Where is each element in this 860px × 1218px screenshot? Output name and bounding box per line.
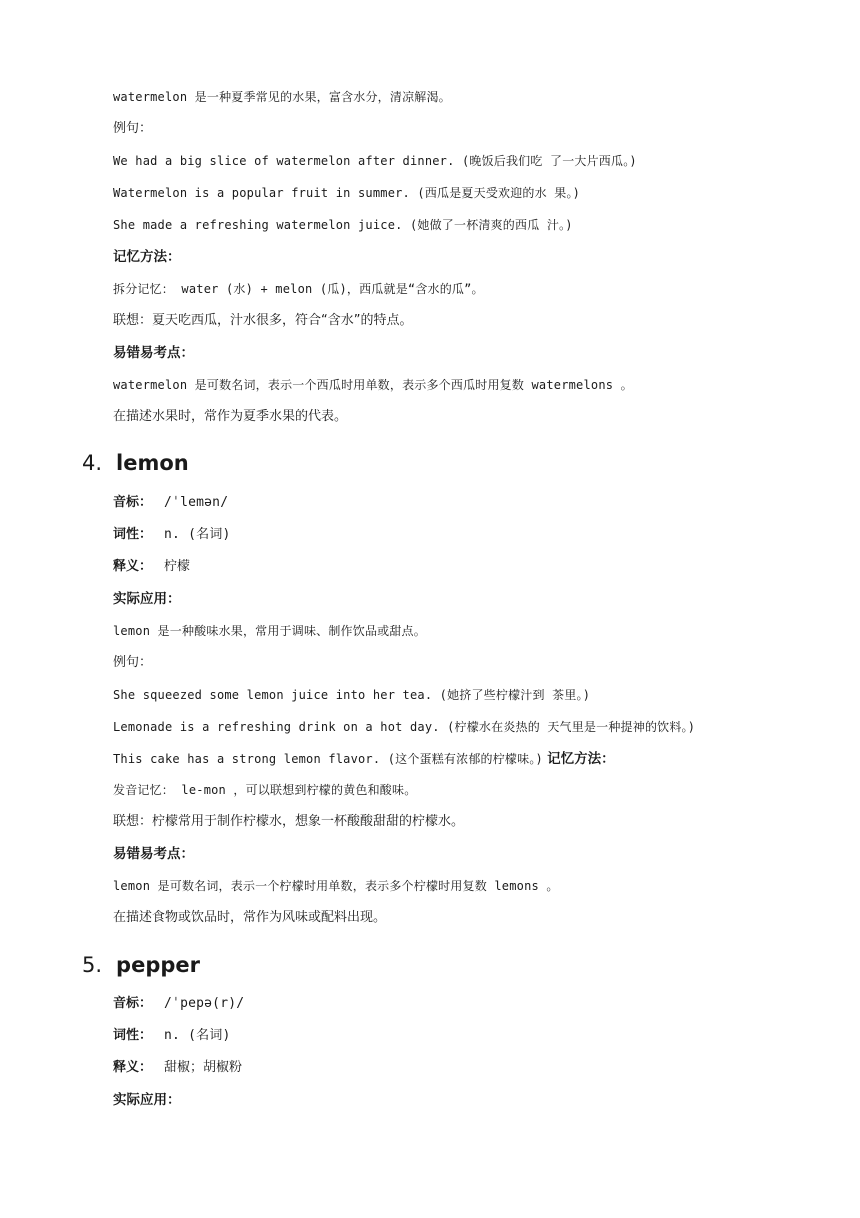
memory-label: 记忆方法：: [113, 249, 181, 265]
pos-value: n. (名词): [164, 527, 231, 542]
meaning-value: 甜椒；胡椒粉: [164, 1060, 243, 1075]
memory-label: 记忆方法：: [547, 751, 615, 767]
example-label: 例句：: [113, 655, 153, 670]
usage-label: 实际应用：: [113, 591, 181, 607]
usage-text: watermelon 是一种夏季常见的水果，富含水分，清凉解渴。: [113, 90, 451, 104]
pitfall-text: 在描述食物或饮品时，常作为风味或配料出现。: [113, 910, 387, 925]
entry-number: 5.: [82, 953, 103, 977]
example-sentence: This cake has a strong lemon flavor. (这个蛋糕有浓郁的柠檬味。): [113, 752, 543, 766]
meaning-value: 柠檬: [164, 559, 191, 574]
entry-heading-pepper: [82, 952, 200, 978]
phonetic-row: [113, 995, 244, 1013]
entry-number: 4.: [82, 451, 103, 475]
pos-label: 词性：: [113, 1028, 153, 1043]
example-label: 例句：: [113, 121, 153, 136]
pitfall-text: watermelon 是可数名词，表示一个西瓜时用单数，表示多个西瓜时用复数 watermelons 。: [113, 378, 633, 392]
memory-tip: 拆分记忆： water (水) + melon (瓜)，西瓜就是“含水的瓜”。: [113, 282, 484, 296]
example-memory-row: [113, 750, 615, 769]
example-sentence: She made a refreshing watermelon juice. (她做了一杯清爽的西瓜 汁。): [113, 218, 573, 232]
meaning-row: [113, 1059, 242, 1077]
example-sentence: She squeezed some lemon juice into her tea. (她挤了些柠檬汁到 茶里。): [113, 688, 591, 702]
pitfall-label: 易错易考点：: [113, 345, 194, 361]
pitfall-text: 在描述水果时，常作为夏季水果的代表。: [113, 409, 348, 424]
pos-row: [113, 1027, 231, 1045]
example-sentence: Lemonade is a refreshing drink on a hot day. (柠檬水在炎热的 天气里是一种提神的饮料。): [113, 720, 696, 734]
entry-word: lemon: [116, 451, 189, 475]
example-sentence: We had a big slice of watermelon after dinner. (晚饭后我们吃 了一大片西瓜。): [113, 154, 637, 168]
phonetic-value: /ˈpepə(r)/: [164, 996, 245, 1011]
example-sentence: Watermelon is a popular fruit in summer. (西瓜是夏天受欢迎的水 果。): [113, 186, 581, 200]
phonetic-label: 音标：: [113, 495, 153, 510]
pos-value: n. (名词): [164, 1028, 231, 1043]
usage-text: lemon 是一种酸味水果，常用于调味、制作饮品或甜点。: [113, 624, 426, 638]
pitfall-label: 易错易考点：: [113, 846, 194, 862]
meaning-row: [113, 558, 190, 576]
pitfall-text: lemon 是可数名词，表示一个柠檬时用单数，表示多个柠檬时用复数 lemons 。: [113, 879, 559, 893]
memory-tip: 联想：夏天吃西瓜，汁水很多，符合“含水”的特点。: [113, 313, 413, 328]
pos-row: [113, 526, 231, 544]
memory-tip: 发音记忆： le-mon ，可以联想到柠檬的黄色和酸味。: [113, 783, 417, 797]
phonetic-value: /ˈlemən/: [164, 495, 229, 510]
phonetic-row: [113, 494, 228, 512]
usage-label: 实际应用：: [113, 1092, 181, 1108]
pos-label: 词性：: [113, 527, 153, 542]
memory-tip: 联想：柠檬常用于制作柠檬水，想象一杯酸酸甜甜的柠檬水。: [113, 814, 465, 829]
meaning-label: 释义：: [113, 1060, 153, 1075]
meaning-label: 释义：: [113, 559, 153, 574]
phonetic-label: 音标：: [113, 996, 153, 1011]
entry-heading-lemon: [82, 450, 189, 476]
entry-word: pepper: [116, 953, 200, 977]
